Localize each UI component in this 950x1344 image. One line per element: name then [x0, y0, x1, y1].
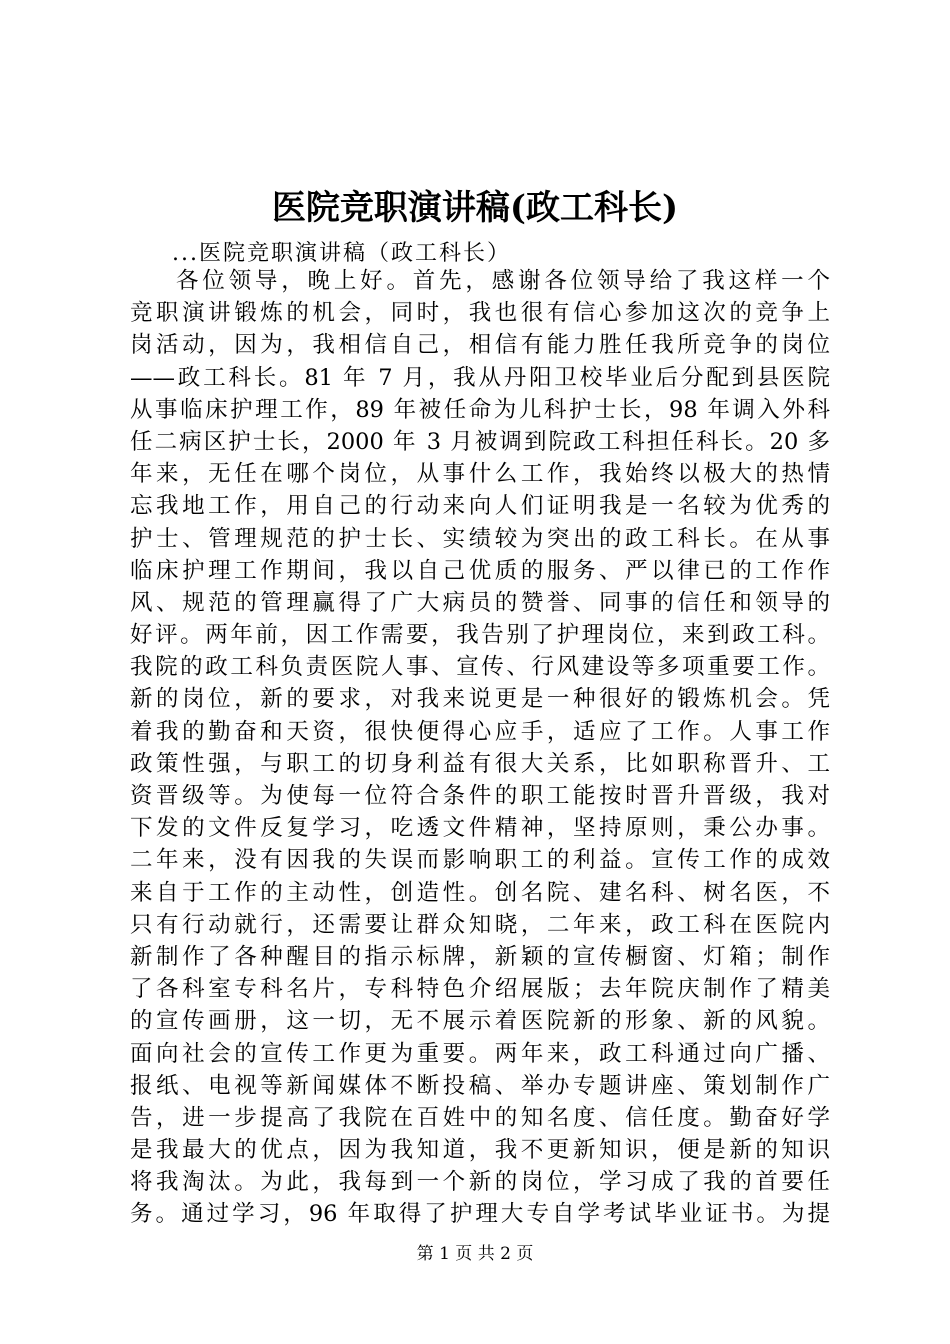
body-line: 将我淘汰。为此，我每到一个新的岗位，学习成了我的首要任 — [130, 1169, 830, 1196]
body-line: 忘我地工作，用自己的行动来向人们证明我是一名较为优秀的 — [130, 493, 830, 520]
body-line: 来自于工作的主动性，创造性。创名院、建名科、树名医，不 — [130, 879, 830, 906]
body-line: 的宣传画册，这一切，无不展示着医院新的形象、新的风貌。 — [130, 1008, 830, 1035]
body-line: 岗活动，因为，我相信自己，相信有能力胜任我所竞争的岗位 — [130, 332, 830, 359]
body-line: 了各科室专科名片，专科特色介绍展版；去年院庆制作了精美 — [130, 976, 830, 1003]
body-line: 临床护理工作期间，我以自己优质的服务、严以律已的工作作 — [130, 557, 830, 584]
body-line: 资晋级等。为使每一位符合条件的职工能按时晋升晋级，我对 — [130, 783, 830, 809]
body-line: 风、规范的管理赢得了广大病员的赞誉、同事的信任和领导的 — [130, 589, 830, 616]
document-subtitle: ...医院竞职演讲稿（政工科长） — [172, 241, 511, 266]
document-title: 医院竞职演讲稿(政工科长) — [271, 188, 679, 228]
body-line: 只有行动就行，还需要让群众知晓，二年来，政工科在医院内 — [130, 911, 830, 938]
body-line: 告，进一步提高了我院在百姓中的知名度、信任度。勤奋好学 — [130, 1104, 830, 1131]
body-line: 是我最大的优点，因为我知道，我不更新知识，便是新的知识 — [130, 1137, 830, 1164]
body-line: 我院的政工科负责医院人事、宣传、行风建设等多项重要工作。 — [130, 654, 830, 681]
body-line: 新制作了各种醒目的指示标牌，新颖的宣传橱窗、灯箱；制作 — [130, 943, 830, 970]
page-footer: 第 1 页 共 2 页 — [416, 1244, 534, 1264]
document-body — [130, 265, 830, 1231]
body-line: 新的岗位，新的要求，对我来说更是一种很好的锻炼机会。凭 — [130, 686, 830, 713]
body-line: 各位领导，晚上好。首先，感谢各位领导给了我这样一个 — [176, 268, 830, 294]
body-line: ——政工科长。81 年 7 月，我从丹阳卫校毕业后分配到县医院 — [130, 364, 830, 391]
body-line: 年来，无任在哪个岗位，从事什么工作，我始终以极大的热情 — [130, 461, 830, 488]
body-line: 下发的文件反复学习，吃透文件精神，坚持原则，秉公办事。 — [130, 815, 830, 842]
body-line: 任二病区护士长，2000 年 3 月被调到院政工科担任科长。20 多 — [130, 428, 830, 455]
body-line: 好评。两年前，因工作需要，我告别了护理岗位，来到政工科。 — [130, 622, 830, 649]
body-line: 从事临床护理工作，89 年被任命为儿科护士长，98 年调入外科 — [130, 396, 830, 423]
body-line: 务。通过学习，96 年取得了护理大专自学考试毕业证书。为提 — [130, 1201, 830, 1228]
body-line: 政策性强，与职工的切身利益有很大关系，比如职称晋升、工 — [130, 750, 830, 777]
body-line: 二年来，没有因我的失误而影响职工的利益。宣传工作的成效 — [130, 847, 830, 874]
body-line: 着我的勤奋和天资，很快便得心应手，适应了工作。人事工作 — [130, 718, 830, 745]
body-line: 报纸、电视等新闻媒体不断投稿、举办专题讲座、策划制作广 — [130, 1072, 830, 1099]
body-line: 护士、管理规范的护士长、实绩较为突出的政工科长。在从事 — [130, 525, 830, 552]
body-line: 面向社会的宣传工作更为重要。两年来，政工科通过向广播、 — [130, 1040, 830, 1067]
body-line: 竞职演讲锻炼的机会，同时，我也很有信心参加这次的竞争上 — [130, 300, 830, 327]
